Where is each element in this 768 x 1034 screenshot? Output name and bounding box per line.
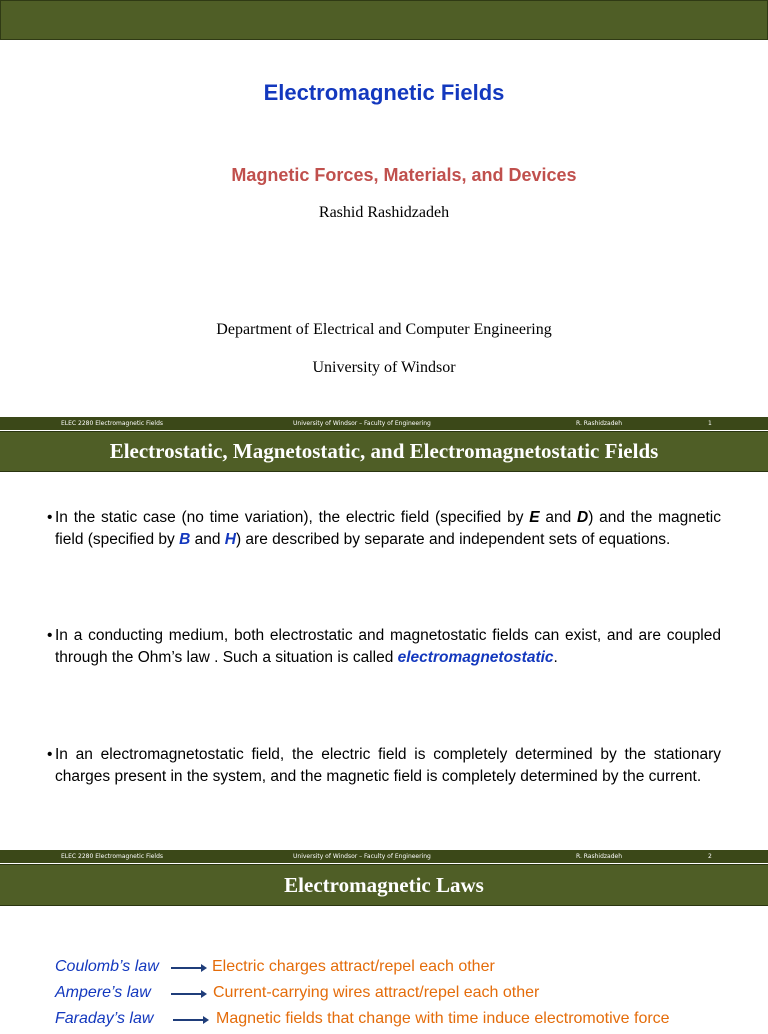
footer-author: R. Rashidzadeh [576,853,623,860]
bullet-static-case: • In the static case (no time variation), the electric field (specified by E and D) and the magnetic field (specified by B and H) are described by separate and independent sets of equations. [47,509,721,548]
slide1-footer [0,417,768,430]
symbol-H: H [224,530,236,548]
slide1-university: University of Windsor [312,359,456,376]
arrow-right-icon [171,993,203,995]
footer-author: R. Rashidzadeh [576,420,623,427]
law-name: Ampere’s law [55,984,151,1001]
law-description: Electric charges attract/repel each other [212,958,495,975]
symbol-E: E [529,509,540,526]
slide3-title: Electromagnetic Laws [284,873,484,897]
footer-page-number: 2 [708,853,712,860]
footer-course: ELEC 2280 Electromagnetic Fields [61,420,164,427]
footer-page-number: 1 [708,420,712,427]
footer-institution: University of Windsor – Faculty of Engineering [293,853,431,860]
footer-institution: University of Windsor – Faculty of Engineering [293,420,431,427]
term-electromagnetostatic: electromagnetostatic [397,648,554,666]
slide1-top-bar [0,0,768,40]
slide2-footer [0,850,768,863]
law-row-coulomb [55,958,755,982]
law-name: Faraday’s law [55,1010,154,1027]
slide1-title: Electromagnetic Fields [263,80,505,105]
slide3-title-bar [0,864,768,906]
bullet-marker: • [47,509,53,526]
law-name: Coulomb’s law [55,958,159,975]
footer-course: ELEC 2280 Electromagnetic Fields [61,853,164,860]
slide1-department: Department of Electrical and Computer Engineering [216,321,552,338]
symbol-D: D [577,509,589,526]
law-row-ampere [55,984,755,1008]
law-row-faraday [55,1010,755,1034]
slide2-title-bar [0,431,768,472]
bullet-marker: • [47,746,53,763]
symbol-B: B [179,530,191,548]
law-description: Magnetic fields that change with time induce electromotive force [216,1010,670,1027]
arrow-right-icon [171,967,203,969]
arrow-right-icon [173,1019,205,1021]
bullet-conducting-medium: • In a conducting medium, both electrostatic and magnetostatic fields can exist, and are coupled through the Ohm’s law . Such a situation is called electromagnetostatic. [47,627,721,666]
law-description: Current-carrying wires attract/repel each other [213,984,540,1001]
slide2-title: Electrostatic, Magnetostatic, and Electromagnetostatic Fields [109,439,659,463]
bullet-electromagnetostatic-field: • In an electromagnetostatic field, the electric field is completely determined by the stationary charges present in the system, and the magnetic field is completely determined by the current. [47,746,721,785]
slide1-author: Rashid Rashidzadeh [318,204,450,221]
slide1-subtitle: Magnetic Forces, Materials, and Devices [231,165,577,185]
bullet-marker: • [47,627,53,644]
